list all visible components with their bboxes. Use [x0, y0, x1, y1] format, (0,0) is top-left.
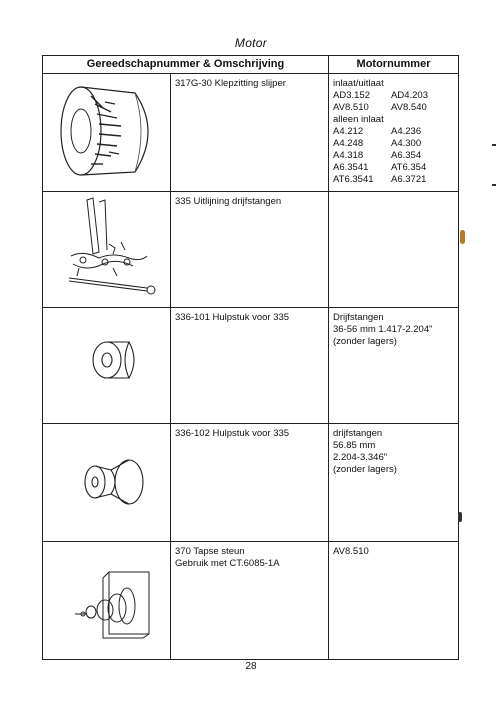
motor-pair: [333, 150, 455, 162]
motor-text: drijfstangen: [333, 428, 383, 439]
edge-mark: [492, 184, 496, 186]
adapter-bush-icon: [43, 308, 171, 424]
adapter-cone-icon: [43, 424, 171, 542]
motor-text: alleen inlaat: [333, 114, 384, 125]
motor-number: AV8.540: [391, 102, 427, 113]
motor-cell: [329, 308, 459, 424]
tool-description: 336-102 Hulpstuk voor 335: [175, 428, 290, 439]
page-number: 28: [245, 661, 257, 672]
motor-text: 2.204-3.346": [333, 452, 388, 463]
motor-cell: [329, 424, 459, 542]
motor-number: A6.354: [391, 150, 422, 161]
motor-text: AV8.510: [333, 546, 369, 557]
page-title: Motor: [234, 36, 268, 50]
connecting-rod-alignment-icon: [43, 192, 171, 308]
motor-text: Drijfstangen: [333, 312, 384, 323]
motor-number: A6.3721: [391, 174, 427, 185]
header-motor: Motornummer: [329, 56, 459, 74]
motor-number: AT6.354: [391, 162, 427, 173]
motor-number: AD4.203: [391, 90, 428, 101]
motor-number: A6.3541: [333, 162, 369, 173]
tool-description: 370 Tapse steun Gebruik met CT.6085-1A: [175, 546, 280, 569]
table-row: [43, 424, 459, 542]
tool-description: 336-101 Hulpstuk voor 335: [175, 312, 290, 323]
motor-text: (zonder lagers): [333, 336, 397, 347]
tool-description: 317G-30 Klepzitting slijper: [175, 78, 286, 89]
table-row: [43, 74, 459, 192]
motor-pair: [333, 102, 455, 114]
motor-number: AT6.3541: [333, 174, 374, 185]
motor-pair: [333, 90, 455, 102]
edge-mark: [460, 230, 465, 244]
motor-cell: [329, 542, 459, 660]
tool-description: 335 Uitlijning drijfstangen: [175, 196, 282, 207]
table-row: [43, 308, 459, 424]
motor-cell: [329, 192, 459, 308]
motor-pair: [333, 138, 455, 150]
motor-number: AD3.152: [333, 90, 370, 101]
tool-table: [42, 55, 459, 660]
edge-mark: [458, 512, 462, 522]
motor-text: 36-56 mm 1.417-2.204": [333, 324, 433, 335]
table-header-row: [43, 56, 459, 74]
edge-mark: [492, 144, 496, 146]
motor-text: (zonder lagers): [333, 464, 397, 475]
motor-number: A4.248: [333, 138, 364, 149]
motor-number: A4.318: [333, 150, 364, 161]
taper-support-icon: [43, 542, 171, 660]
motor-number: A4.212: [333, 126, 364, 137]
motor-number: A4.236: [391, 126, 422, 137]
motor-pair: [333, 126, 455, 138]
motor-text: 56.85 mm: [333, 440, 376, 451]
motor-number: AV8.510: [333, 102, 369, 113]
valve-seat-grinder-icon: [43, 74, 171, 192]
motor-number: A4.300: [391, 138, 422, 149]
table-row: [43, 192, 459, 308]
motor-pair: [333, 174, 455, 186]
motor-text: inlaat/uitlaat: [333, 78, 384, 89]
table-row: [43, 542, 459, 660]
motor-pair: [333, 162, 455, 174]
header-tool: Gereedschapnummer & Omschrijving: [43, 56, 329, 74]
motor-cell: [329, 74, 459, 192]
